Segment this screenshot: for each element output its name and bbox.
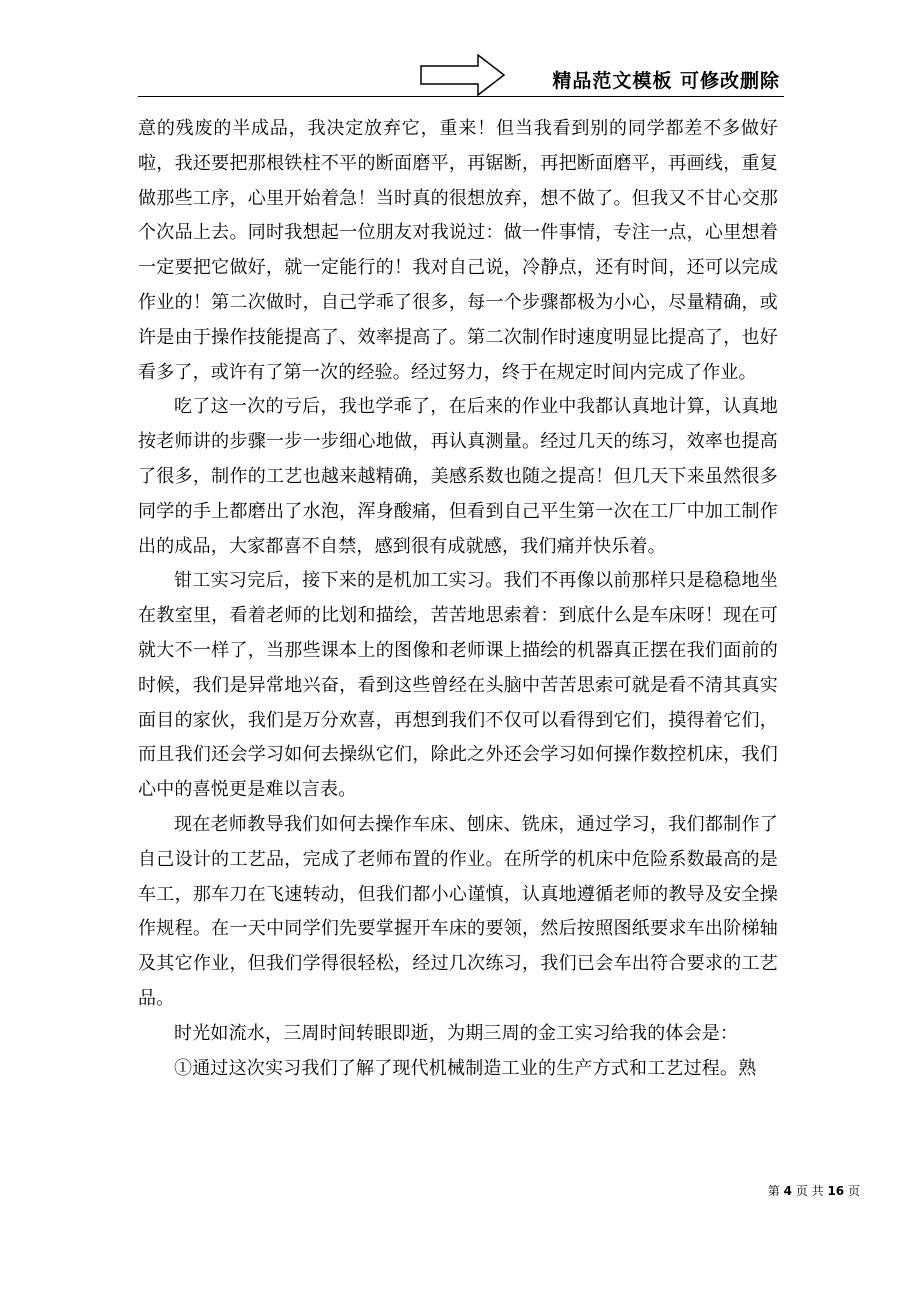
document-body: [138, 112, 778, 1086]
paragraph: 现在老师教导我们如何去操作车床、刨床、铣床，通过学习，我们都制作了自己设计的工艺品，完成了老师布置的作业。在所学的机床中危险系数最高的是车工，那车刀在飞速转动，但我们都小心谨慎，认真地遵循老师的教导及安全操作规程。在一天中同学们先要掌握开车床的要领，然后按照图纸要求车出阶梯轴及其它作业，但我们学得很轻松，经过几次练习，我们已会车出符合要求的工艺品。: [138, 813, 778, 1009]
paragraph: ①通过这次实习我们了解了现代机械制造工业的生产方式和工艺过程。熟: [174, 1057, 757, 1079]
footer-middle: 页 共: [795, 1184, 824, 1198]
paragraph: 钳工实习完后，接下来的是机加工实习。我们不再像以前那样只是稳稳地坐在教室里，看着老师的比划和描绘，苦苦地思索着：到底什么是车床呀！现在可就大不一样了，当那些课本上的图像和老师课上描绘的机器真正摆在我们面前的时候，我们是异常地兴奋，看到这些曾经在头脑中苦苦思索可就是看不清其真实面目的家伙，我们是万分欢喜，再想到我们不仅可以看得到它们，摸得着它们，而且我们还会学习如何去操纵它们，除此之外还会学习如何操作数控机床，我们心中的喜悦更是难以言表。: [138, 570, 778, 801]
paragraph: 时光如流水，三周时间转眼即逝，为期三周的金工实习给我的体会是：: [174, 1022, 739, 1044]
total-page-count: 16: [827, 1184, 845, 1198]
paragraph: 吃了这一次的亏后，我也学乖了，在后来的作业中我都认真地计算，认真地按老师讲的步骤一步一步细心地做，再认真测量。经过几天的练习，效率也提高了很多，制作的工艺也越来越精确，美感系数也随之提高！但几天下来虽然很多同学的手上都磨出了水泡，浑身酸痛，但看到自己平生第一次在工厂中加工制作出的成品，大家都喜不自禁，感到很有成就感，我们痛并快乐着。: [138, 396, 778, 557]
paragraph: 意的残废的半成品，我决定放弃它，重来！但当我看到别的同学都差不多做好啦，我还要把那根铁柱不平的断面磨平，再锯断，再把断面磨平，再画线，重复做那些工序，心里开始着急！当时真的很想放弃，想不做了。但我又不甘心交那个次品上去。同时我想起一位朋友对我说过：做一件事情，专注一点，心里想着一定要把它做好，就一定能行的！我对自己说，冷静点，还有时间，还可以完成作业的！第二次做时，自己学乖了很多，每一个步骤都极为小心，尽量精确，或许是由于操作技能提高了、效率提高了。第二次制作时速度明显比提高了，也好看多了，或许有了第一次的经验。经过努力，终于在规定时间内完成了作业。: [138, 118, 778, 383]
footer-suffix: 页: [847, 1184, 860, 1198]
header-title: 精品范文模板 可修改删除: [552, 70, 780, 92]
footer-prefix: 第: [767, 1184, 780, 1198]
page-header: [138, 50, 784, 98]
current-page-number: 4: [783, 1184, 792, 1198]
page-footer: [768, 1182, 860, 1199]
header-divider: [138, 96, 784, 97]
right-arrow-icon: [420, 54, 506, 96]
